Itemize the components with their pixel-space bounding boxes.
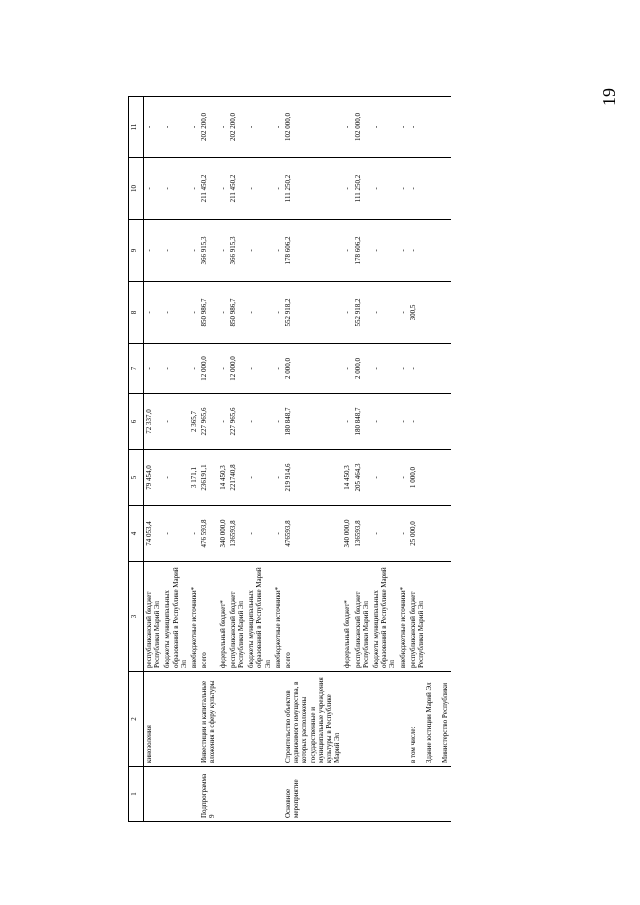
funding-source-cell: республиканский бюджет Республики Марий Эл (408, 562, 451, 672)
value-cell: - (398, 394, 408, 450)
row-name-cell: Строительство объектов недвижимого имущества, в которых расположены государственные и муниципальные учреждения культуры в Республике Марий Эл (283, 672, 342, 767)
row-code-cell (162, 767, 189, 822)
value-cell: 14 450,3 (218, 450, 228, 506)
value-cell: 178 606,2 (353, 220, 371, 282)
row-code-cell (144, 767, 163, 822)
value-cell: 211 450,2 (228, 158, 246, 220)
value-cell: - (144, 158, 163, 220)
value-cell: - (218, 344, 228, 394)
value-cell: - (162, 450, 189, 506)
table-body (144, 97, 451, 822)
funding-source-cell: внебюджетные источники* (189, 562, 199, 672)
value-cell: - (162, 158, 189, 220)
column-number: 5 (129, 450, 144, 506)
value-cell: - (189, 344, 199, 394)
row-code-cell (353, 767, 371, 822)
value-cell: 178 606,2 (283, 220, 342, 282)
value-cell: - (162, 282, 189, 344)
value-cell: - (398, 450, 408, 506)
table-row (342, 97, 352, 822)
value-cell: - (398, 97, 408, 158)
table-row (246, 97, 273, 822)
row-code-cell (371, 767, 398, 822)
value-cell: 1 000,0 (408, 450, 451, 506)
table-row (228, 97, 246, 822)
row-code-cell (218, 767, 228, 822)
value-cell: 102 000,0 (283, 97, 342, 158)
value-cell: 202 200,0 (199, 97, 217, 158)
funding-source-cell: бюджеты муниципальных образований в Республике Марий Эл (246, 562, 273, 672)
table-row (144, 97, 163, 822)
value-cell: 476593,8 (283, 506, 342, 562)
value-cell: - (398, 282, 408, 344)
column-number: 3 (129, 562, 144, 672)
value-cell: - (398, 158, 408, 220)
column-number: 10 (129, 158, 144, 220)
value-cell: 227 965,6 (199, 394, 217, 450)
row-code-cell (246, 767, 273, 822)
value-cell: 211 450,2 (199, 158, 217, 220)
value-cell: 136593,8 (353, 506, 371, 562)
value-cell: 25 000,0 (408, 506, 451, 562)
column-number: 11 (129, 97, 144, 158)
row-name-cell (228, 672, 246, 767)
value-cell: - (342, 220, 352, 282)
value-cell: 236191,1 (199, 450, 217, 506)
value-cell: 12 000,0 (199, 344, 217, 394)
table-row (218, 97, 228, 822)
value-cell: 72 337,0 (144, 394, 163, 450)
value-cell: 2 000,0 (353, 344, 371, 394)
value-cell: 219 914,6 (283, 450, 342, 506)
value-cell: - (408, 158, 451, 220)
row-name-cell (218, 672, 228, 767)
value-cell: - (246, 506, 273, 562)
row-code-cell (398, 767, 408, 822)
row-name-cell: кинозоления (144, 672, 163, 767)
value-cell: - (246, 158, 273, 220)
value-cell: - (189, 97, 199, 158)
value-cell: - (398, 344, 408, 394)
row-name-cell (246, 672, 273, 767)
value-cell: - (246, 282, 273, 344)
value-cell: 180 848,7 (283, 394, 342, 450)
value-cell: 74 053,4 (144, 506, 163, 562)
value-cell: 340 000,0 (218, 506, 228, 562)
row-name-cell (162, 672, 189, 767)
value-cell: - (371, 506, 398, 562)
value-cell: - (371, 158, 398, 220)
row-name-cell (371, 672, 398, 767)
value-cell: - (144, 344, 163, 394)
value-cell: 205 464,3 (353, 450, 371, 506)
row-name-cell: в том числе: Здание юстиции Марий Эл Министерство Республики (408, 672, 451, 767)
value-cell: - (246, 344, 273, 394)
column-number: 7 (129, 344, 144, 394)
value-cell: - (371, 344, 398, 394)
value-cell: - (218, 158, 228, 220)
value-cell: - (162, 344, 189, 394)
value-cell: - (342, 158, 352, 220)
value-cell: - (162, 394, 189, 450)
row-name-cell: Инвестиции и капитальные вложения в сферу культуры (199, 672, 217, 767)
value-cell: - (342, 97, 352, 158)
value-cell: 850 986,7 (228, 282, 246, 344)
value-cell: - (218, 394, 228, 450)
table-row (189, 97, 199, 822)
value-cell: - (273, 97, 283, 158)
value-cell: - (273, 344, 283, 394)
row-code-cell (189, 767, 199, 822)
row-name-cell (353, 672, 371, 767)
value-cell: - (371, 450, 398, 506)
value-cell: - (144, 220, 163, 282)
row-code-cell (273, 767, 283, 822)
value-cell: - (189, 220, 199, 282)
value-cell: - (144, 282, 163, 344)
value-cell: 180 848,7 (353, 394, 371, 450)
value-cell: - (408, 97, 451, 158)
row-name-cell (398, 672, 408, 767)
value-cell: 136593,8 (228, 506, 246, 562)
value-cell: - (398, 220, 408, 282)
funding-source-cell: бюджеты муниципальных образований в Республике Марий Эл (162, 562, 189, 672)
row-code-cell (408, 767, 451, 822)
funding-source-cell: внебюджетные источники* (398, 562, 408, 672)
value-cell: - (342, 394, 352, 450)
value-cell: - (273, 450, 283, 506)
value-cell: - (371, 220, 398, 282)
value-cell: 202 200,0 (228, 97, 246, 158)
value-cell: - (246, 394, 273, 450)
table-row (283, 97, 342, 822)
value-cell: - (218, 282, 228, 344)
funding-source-cell: республиканский бюджет Республики Марий Эл (353, 562, 371, 672)
value-cell: 227 965,6 (228, 394, 246, 450)
value-cell: - (218, 97, 228, 158)
rotated-table-container (128, 97, 568, 822)
value-cell: 340 000,0 (342, 506, 352, 562)
table-row (162, 97, 189, 822)
value-cell: - (162, 220, 189, 282)
value-cell: - (342, 344, 352, 394)
value-cell: 12 000,0 (228, 344, 246, 394)
value-cell: 552 918,2 (283, 282, 342, 344)
value-cell: - (218, 220, 228, 282)
table-row (273, 97, 283, 822)
value-cell: 850 986,7 (199, 282, 217, 344)
budget-table (128, 96, 451, 822)
value-cell: - (246, 97, 273, 158)
row-code-cell: Основное мероприятие (283, 767, 342, 822)
value-cell: - (273, 282, 283, 344)
table-row (371, 97, 398, 822)
value-cell: - (144, 97, 163, 158)
value-cell: - (189, 158, 199, 220)
value-cell: 221740,8 (228, 450, 246, 506)
value-cell: - (371, 394, 398, 450)
value-cell: 111 250,2 (353, 158, 371, 220)
value-cell: - (273, 158, 283, 220)
table-row (199, 97, 217, 822)
value-cell: - (189, 506, 199, 562)
column-number: 8 (129, 282, 144, 344)
value-cell: - (246, 220, 273, 282)
object-name: Здание юстиции Марий Эл (425, 682, 434, 763)
funding-source-cell: федеральный бюджет* (218, 562, 228, 672)
column-number-row (129, 97, 144, 822)
value-cell: 79 454,0 (144, 450, 163, 506)
table-row (398, 97, 408, 822)
value-cell: - (273, 506, 283, 562)
value-cell: - (371, 97, 398, 158)
page-number: 19 (599, 88, 619, 106)
row-code-cell: Подпрограмма 9 (199, 767, 217, 822)
row-name-cell (342, 672, 352, 767)
funding-source-cell: бюджеты муниципальных образований в Республике Марий Эл (371, 562, 398, 672)
value-cell: 2 000,0 (283, 344, 342, 394)
row-name-cell (189, 672, 199, 767)
value-cell: - (398, 506, 408, 562)
value-cell: 366 915,3 (199, 220, 217, 282)
value-cell: - (342, 282, 352, 344)
row-name-cell (273, 672, 283, 767)
value-cell: 111 250,2 (283, 158, 342, 220)
table-row (408, 97, 451, 822)
column-number: 9 (129, 220, 144, 282)
value-cell: 300,5 (408, 282, 451, 344)
value-cell: 14 450,3 (342, 450, 352, 506)
value-cell: - (162, 97, 189, 158)
funding-source-cell: республиканский бюджет Республики Марий Эл (144, 562, 163, 672)
column-number: 4 (129, 506, 144, 562)
funding-source-cell: внебюджетные источники* (273, 562, 283, 672)
row-code-cell (342, 767, 352, 822)
value-cell: - (189, 282, 199, 344)
column-number: 6 (129, 394, 144, 450)
value-cell: 476 593,8 (199, 506, 217, 562)
value-cell: - (273, 220, 283, 282)
table-row (353, 97, 371, 822)
value-cell: - (408, 344, 451, 394)
value-cell: 102 000,0 (353, 97, 371, 158)
funding-source-cell: федеральный бюджет* (342, 562, 352, 672)
row-code-cell (228, 767, 246, 822)
value-cell: - (408, 394, 451, 450)
value-cell: 3 171,1 (189, 450, 199, 506)
funding-source-cell: республиканский бюджет Республики Марий Эл (228, 562, 246, 672)
responsible-ministry: Министерство Республики (441, 682, 450, 763)
value-cell: - (162, 506, 189, 562)
value-cell: 552 918,2 (353, 282, 371, 344)
funding-source-cell: всего (199, 562, 217, 672)
value-cell: - (371, 282, 398, 344)
value-cell: 366 915,3 (228, 220, 246, 282)
funding-source-cell: всего (283, 562, 342, 672)
column-number: 1 (129, 767, 144, 822)
value-cell: - (246, 450, 273, 506)
value-cell: - (273, 394, 283, 450)
column-number: 2 (129, 672, 144, 767)
value-cell: 2 365,7 (189, 394, 199, 450)
value-cell: - (408, 220, 451, 282)
